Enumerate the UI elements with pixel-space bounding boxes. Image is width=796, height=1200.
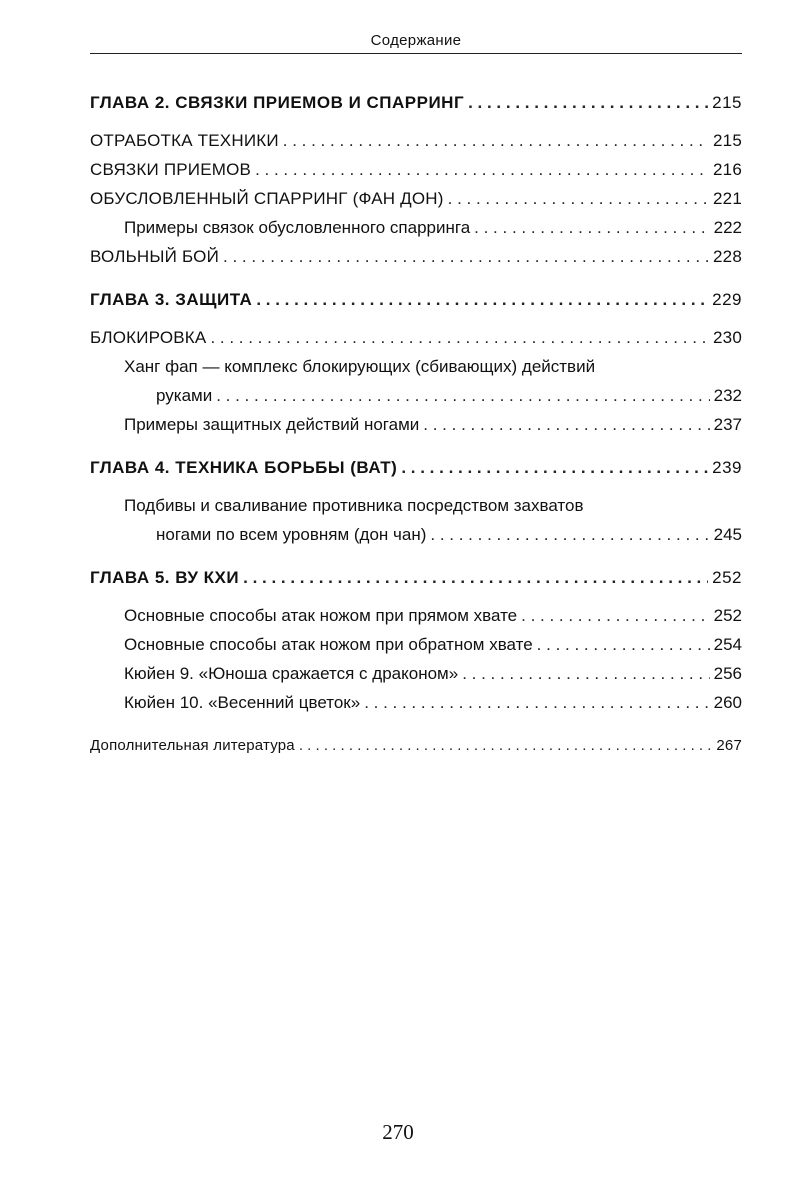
entry-title: Кюйен 9. «Юноша сражается с драконом» xyxy=(124,664,459,683)
page-ref: 230 xyxy=(713,328,742,347)
page-ref: 254 xyxy=(713,635,742,654)
chapter-3-heading[interactable] xyxy=(90,285,742,315)
page-number: 270 xyxy=(382,1120,414,1144)
chapter-4-heading[interactable] xyxy=(90,453,742,483)
entry-title: Основные способы атак ножом при прямом хвате xyxy=(124,606,518,625)
entry-title: Примеры защитных действий ногами xyxy=(124,415,420,434)
chapter-5-group xyxy=(90,563,742,717)
entry-title: Примеры связок обусловленного спарринга xyxy=(124,218,471,237)
entry-title-line1[interactable]: Подбивы и сваливание противника посредством захватов xyxy=(124,496,584,515)
header-rule xyxy=(90,53,742,54)
dot-leader xyxy=(537,630,710,659)
toc-subentry[interactable] xyxy=(90,520,742,549)
page-ref: 252 xyxy=(712,568,742,587)
dot-leader xyxy=(223,242,709,271)
dot-leader xyxy=(474,213,709,242)
entry-title: СВЯЗКИ ПРИЕМОВ xyxy=(90,160,252,179)
page-ref: 237 xyxy=(713,415,742,434)
running-header: Содержание xyxy=(370,32,462,49)
dot-leader xyxy=(299,731,713,760)
entry-title: ОТРАБОТКА ТЕХНИКИ xyxy=(90,131,279,150)
page-ref: 215 xyxy=(712,93,742,112)
chapter-title: ГЛАВА 5. ВУ КХИ xyxy=(90,568,240,587)
page-ref: 221 xyxy=(713,189,742,208)
dot-leader xyxy=(468,88,708,118)
page-ref: 260 xyxy=(713,693,742,712)
chapter-3-group xyxy=(90,285,742,439)
dot-leader xyxy=(256,285,708,315)
page-ref: 228 xyxy=(713,247,742,266)
dot-leader xyxy=(364,688,709,717)
entry-title: Дополнительная литература xyxy=(90,737,295,754)
chapter-title: ГЛАВА 4. ТЕХНИКА БОРЬБЫ (ВАТ) xyxy=(90,458,398,477)
page-ref: 267 xyxy=(716,737,742,754)
page-ref: 239 xyxy=(712,458,742,477)
entry-title: Основные способы атак ножом при обратном хвате xyxy=(124,635,533,654)
chapter-2-heading[interactable] xyxy=(90,88,742,118)
dot-leader xyxy=(255,155,709,184)
dot-leader xyxy=(430,520,709,549)
page-ref: 232 xyxy=(713,386,742,405)
page-ref: 256 xyxy=(713,664,742,683)
page-ref: 215 xyxy=(713,131,742,150)
entry-title: ВОЛЬНЫЙ БОЙ xyxy=(90,247,219,266)
chapter-5-heading[interactable] xyxy=(90,563,742,593)
entry-title: ОБУСЛОВЛЕННЫЙ СПАРРИНГ (ФАН ДОН) xyxy=(90,189,444,208)
entry-title-line2: руками xyxy=(156,386,213,405)
toc-subentry[interactable] xyxy=(90,630,742,659)
toc-entry[interactable] xyxy=(90,323,742,352)
toc-subentry[interactable] xyxy=(90,688,742,717)
page-ref: 252 xyxy=(713,606,742,625)
entry-title: Кюйен 10. «Весенний цветок» xyxy=(124,693,361,712)
chapter-title: ГЛАВА 2. СВЯЗКИ ПРИЕМОВ И СПАРРИНГ xyxy=(90,93,465,112)
toc-subentry[interactable] xyxy=(90,410,742,439)
toc-entry[interactable] xyxy=(90,126,742,155)
table-of-contents xyxy=(90,88,742,760)
toc-entry[interactable] xyxy=(90,242,742,271)
page-ref: 222 xyxy=(713,218,742,237)
toc-entry-bibliography[interactable] xyxy=(90,731,742,760)
dot-leader xyxy=(243,563,708,593)
dot-leader xyxy=(423,410,709,439)
toc-subentry[interactable] xyxy=(90,601,742,630)
chapter-title: ГЛАВА 3. ЗАЩИТА xyxy=(90,290,253,309)
dot-leader xyxy=(210,323,709,352)
toc-subentry[interactable] xyxy=(90,213,742,242)
entry-title: БЛОКИРОВКА xyxy=(90,328,207,347)
entry-title-line1[interactable]: Ханг фап — комплекс блокирующих (сбивающих) действий xyxy=(124,357,596,376)
page-ref: 216 xyxy=(713,160,742,179)
entry-title-line2: ногами по всем уровням (дон чан) xyxy=(156,525,427,544)
toc-entry[interactable] xyxy=(90,184,742,213)
dot-leader xyxy=(216,381,709,410)
toc-entry[interactable] xyxy=(90,155,742,184)
toc-subentry[interactable] xyxy=(90,381,742,410)
chapter-2-group xyxy=(90,88,742,271)
dot-leader xyxy=(521,601,710,630)
page-ref: 229 xyxy=(712,290,742,309)
dot-leader xyxy=(401,453,708,483)
dot-leader xyxy=(462,659,709,688)
dot-leader xyxy=(283,126,709,155)
chapter-4-group xyxy=(90,453,742,549)
toc-subentry[interactable] xyxy=(90,659,742,688)
dot-leader xyxy=(448,184,709,213)
page-ref: 245 xyxy=(713,525,742,544)
